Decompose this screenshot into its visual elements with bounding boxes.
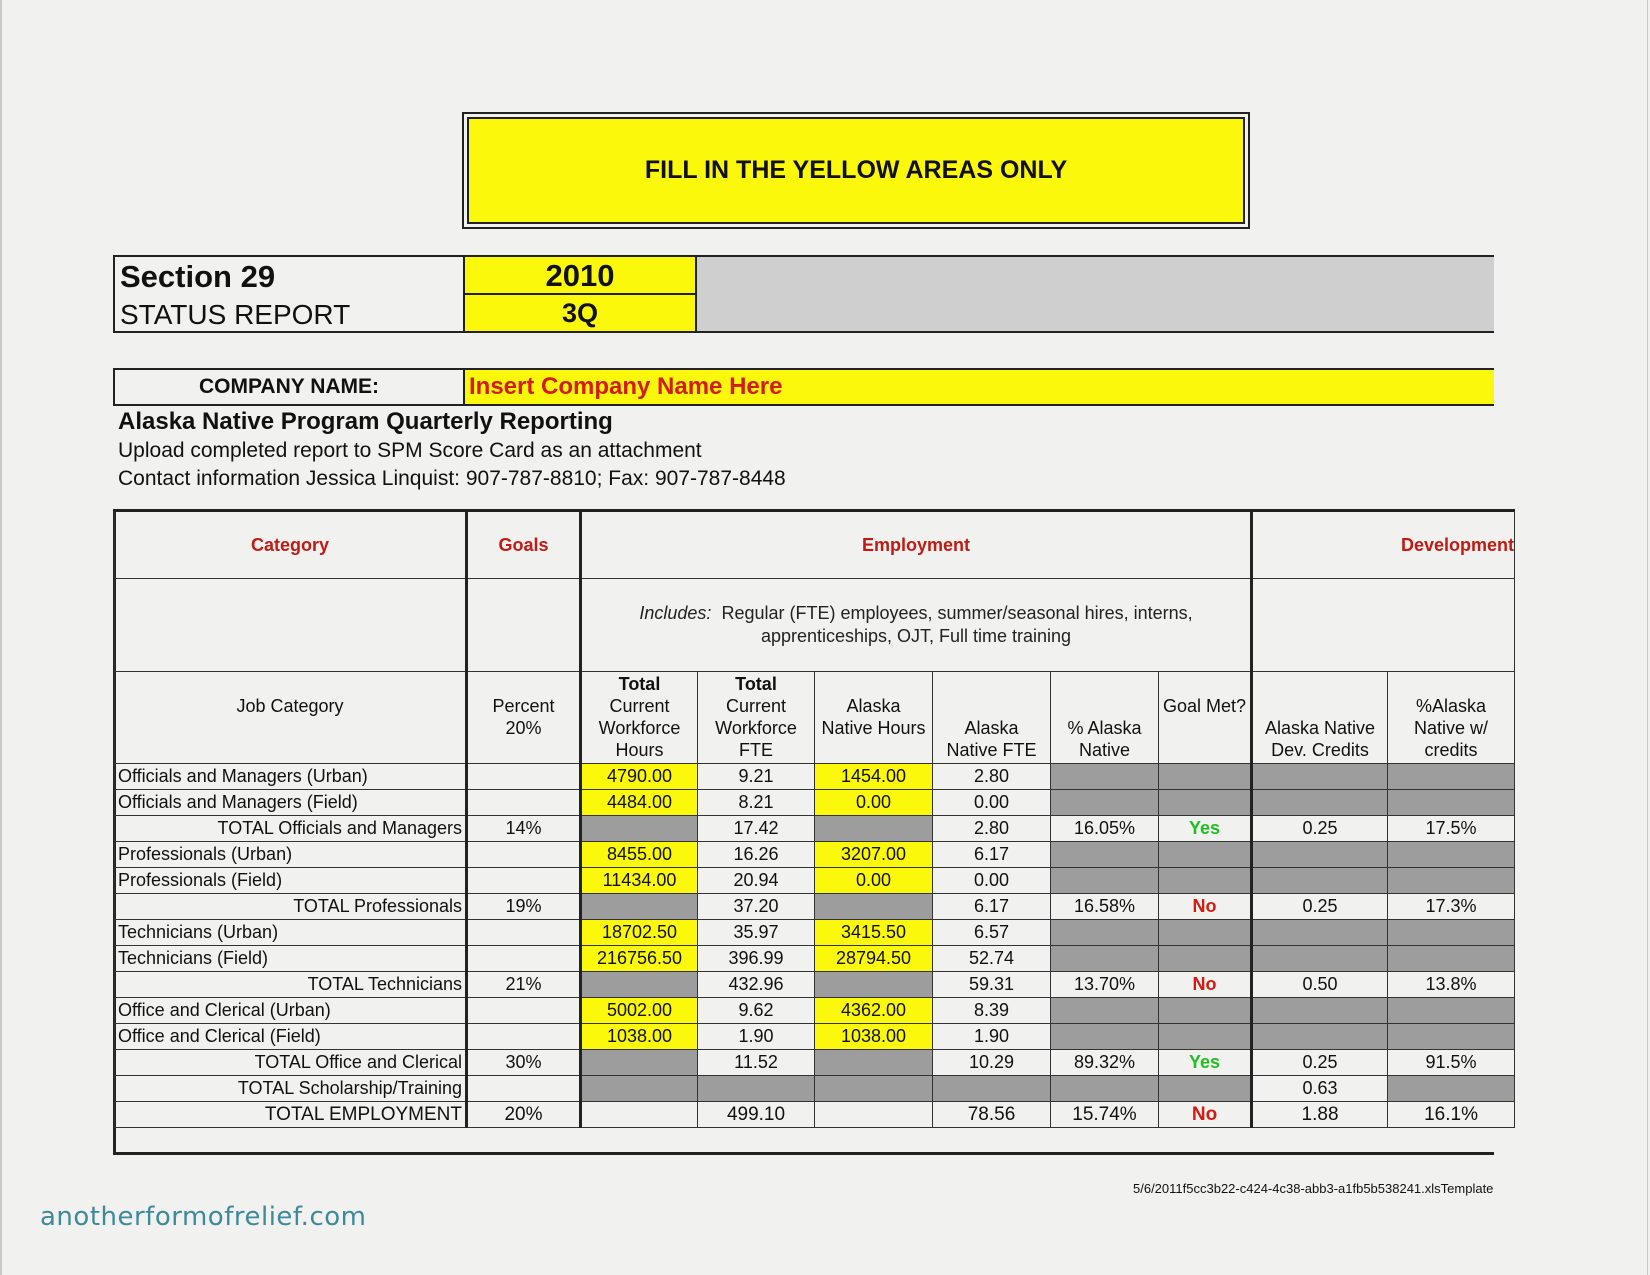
pct-credits-cell bbox=[1388, 946, 1515, 972]
workforce-hours-cell bbox=[581, 1050, 698, 1076]
goal-cell bbox=[467, 1024, 581, 1050]
goal-met-cell: Yes bbox=[1159, 816, 1252, 842]
watermark-text: anotherformofrelief.com bbox=[40, 1202, 367, 1232]
job-category-cell: Office and Clerical (Urban) bbox=[115, 998, 467, 1024]
table-row bbox=[115, 894, 1515, 920]
table-row bbox=[115, 920, 1515, 946]
section-label bbox=[115, 257, 465, 331]
empty-cell bbox=[467, 579, 581, 672]
dev-credits-cell bbox=[1252, 842, 1388, 868]
pct-credits-cell: 91.5% bbox=[1388, 1050, 1515, 1076]
banner-text: FILL IN THE YELLOW AREAS ONLY bbox=[467, 117, 1245, 224]
pct-native-cell bbox=[1051, 1024, 1159, 1050]
job-category-header: Job Category bbox=[115, 672, 467, 764]
goals-header: Goals bbox=[467, 511, 581, 579]
native-fte-cell: 2.80 bbox=[933, 816, 1051, 842]
job-category-cell: TOTAL Office and Clerical bbox=[115, 1050, 467, 1076]
native-fte-cell: 0.00 bbox=[933, 790, 1051, 816]
goal-cell bbox=[467, 764, 581, 790]
workforce-hours-cell[interactable]: 1038.00 bbox=[581, 1024, 698, 1050]
job-category-cell: TOTAL Scholarship/Training bbox=[115, 1076, 467, 1102]
native-hours-cell bbox=[815, 1102, 933, 1128]
goal-cell bbox=[467, 868, 581, 894]
native-hours-cell[interactable]: 0.00 bbox=[815, 790, 933, 816]
workforce-fte-cell: 11.52 bbox=[698, 1050, 815, 1076]
workforce-fte-cell: 499.10 bbox=[698, 1102, 815, 1128]
native-fte-cell: 6.17 bbox=[933, 894, 1051, 920]
pct-credits-cell bbox=[1388, 868, 1515, 894]
goal-met-cell bbox=[1159, 868, 1252, 894]
contact-info: Contact information Jessica Linquist: 907-787-8810; Fax: 907-787-8448 bbox=[118, 467, 786, 490]
native-hours-cell[interactable]: 4362.00 bbox=[815, 998, 933, 1024]
native-fte-cell: 59.31 bbox=[933, 972, 1051, 998]
table-row bbox=[115, 816, 1515, 842]
workforce-hours-cell[interactable]: 11434.00 bbox=[581, 868, 698, 894]
goal-met-cell bbox=[1159, 764, 1252, 790]
dev-credits-cell bbox=[1252, 998, 1388, 1024]
workforce-fte-cell: 9.21 bbox=[698, 764, 815, 790]
table-row bbox=[115, 998, 1515, 1024]
table-row bbox=[115, 1076, 1515, 1102]
section-title: Section 29 bbox=[120, 259, 276, 294]
native-hours-cell bbox=[815, 972, 933, 998]
pct-credits-cell: 16.1% bbox=[1388, 1102, 1515, 1128]
dev-credits-cell bbox=[1252, 946, 1388, 972]
section-header bbox=[113, 255, 1494, 333]
data-rows bbox=[115, 764, 1515, 1128]
job-category-cell: Officials and Managers (Field) bbox=[115, 790, 467, 816]
table-row bbox=[115, 1050, 1515, 1076]
workforce-fte-cell: 20.94 bbox=[698, 868, 815, 894]
goal-cell bbox=[467, 1076, 581, 1102]
native-fte-cell: 10.29 bbox=[933, 1050, 1051, 1076]
pct-native-cell: 16.58% bbox=[1051, 894, 1159, 920]
empty-cell bbox=[115, 579, 467, 672]
native-hours-cell bbox=[815, 1076, 933, 1102]
table-row bbox=[115, 1102, 1515, 1128]
pct-native-cell bbox=[1051, 790, 1159, 816]
workforce-fte-cell: 432.96 bbox=[698, 972, 815, 998]
job-category-cell: Technicians (Field) bbox=[115, 946, 467, 972]
table-row bbox=[115, 868, 1515, 894]
dev-credits-cell: 0.63 bbox=[1252, 1076, 1388, 1102]
workforce-fte-cell: 17.42 bbox=[698, 816, 815, 842]
instruction-banner bbox=[462, 112, 1250, 229]
table-row bbox=[115, 1024, 1515, 1050]
pct-native-cell: 16.05% bbox=[1051, 816, 1159, 842]
native-fte-cell: 2.80 bbox=[933, 764, 1051, 790]
native-hours-cell[interactable]: 3415.50 bbox=[815, 920, 933, 946]
goal-met-cell bbox=[1159, 790, 1252, 816]
table-row bbox=[115, 946, 1515, 972]
page-edge-left bbox=[0, 0, 2, 1275]
workforce-hours-cell bbox=[581, 1076, 698, 1102]
workforce-fte-cell: 37.20 bbox=[698, 894, 815, 920]
native-fte-cell: 78.56 bbox=[933, 1102, 1051, 1128]
workforce-hours-cell[interactable]: 4790.00 bbox=[581, 764, 698, 790]
native-fte-cell: 6.17 bbox=[933, 842, 1051, 868]
job-category-cell: Professionals (Urban) bbox=[115, 842, 467, 868]
pct-credits-cell bbox=[1388, 920, 1515, 946]
goal-cell bbox=[467, 842, 581, 868]
category-header: Category bbox=[115, 511, 467, 579]
workforce-hours-cell[interactable]: 18702.50 bbox=[581, 920, 698, 946]
dev-credits-cell: 0.25 bbox=[1252, 894, 1388, 920]
workforce-hours-cell bbox=[581, 894, 698, 920]
file-footnote: 5/6/2011f5cc3b22-c424-4c38-abb3-a1fb5b538241.xlsTemplate bbox=[1133, 1181, 1494, 1196]
job-category-cell: Office and Clerical (Field) bbox=[115, 1024, 467, 1050]
pct-credits-cell bbox=[1388, 842, 1515, 868]
goal-cell: 30% bbox=[467, 1050, 581, 1076]
quarter-field[interactable]: 3Q bbox=[465, 295, 697, 331]
table-row bbox=[115, 842, 1515, 868]
pct-native-cell bbox=[1051, 764, 1159, 790]
pct-credits-cell bbox=[1388, 1024, 1515, 1050]
report-table bbox=[114, 509, 1515, 1128]
workforce-fte-cell: 35.97 bbox=[698, 920, 815, 946]
workforce-hours-cell[interactable]: 216756.50 bbox=[581, 946, 698, 972]
pct-native-cell bbox=[1051, 1076, 1159, 1102]
job-category-cell: Professionals (Field) bbox=[115, 868, 467, 894]
dev-credits-cell bbox=[1252, 868, 1388, 894]
pct-native-cell bbox=[1051, 868, 1159, 894]
workforce-fte-cell: 396.99 bbox=[698, 946, 815, 972]
native-hours-cell[interactable]: 0.00 bbox=[815, 868, 933, 894]
goal-met-cell bbox=[1159, 1076, 1252, 1102]
section-subtitle: STATUS REPORT bbox=[120, 299, 351, 330]
pct-native-cell bbox=[1051, 842, 1159, 868]
goal-met-header: Goal Met? bbox=[1159, 672, 1252, 764]
workforce-hours-cell[interactable]: 4484.00 bbox=[581, 790, 698, 816]
native-hours-header: Alaska Native Hours bbox=[815, 672, 933, 764]
pct-native-header: % Alaska Native bbox=[1051, 672, 1159, 764]
pct-credits-cell: 13.8% bbox=[1388, 972, 1515, 998]
job-category-cell: TOTAL Professionals bbox=[115, 894, 467, 920]
native-fte-cell: 6.57 bbox=[933, 920, 1051, 946]
goal-cell bbox=[467, 946, 581, 972]
goal-met-cell: Yes bbox=[1159, 1050, 1252, 1076]
workforce-hours-cell bbox=[581, 816, 698, 842]
native-fte-cell: 8.39 bbox=[933, 998, 1051, 1024]
workforce-hours-cell[interactable]: 5002.00 bbox=[581, 998, 698, 1024]
native-hours-cell bbox=[815, 894, 933, 920]
total-fte-header: Total Current Workforce FTE bbox=[698, 672, 815, 764]
goal-met-cell bbox=[1159, 842, 1252, 868]
goal-cell: 21% bbox=[467, 972, 581, 998]
pct-native-cell: 15.74% bbox=[1051, 1102, 1159, 1128]
workforce-hours-cell[interactable]: 8455.00 bbox=[581, 842, 698, 868]
section-gray-fill bbox=[697, 257, 1494, 331]
workforce-fte-cell: 8.21 bbox=[698, 790, 815, 816]
includes-note bbox=[581, 579, 1252, 672]
native-fte-cell bbox=[933, 1076, 1051, 1102]
goal-cell bbox=[467, 790, 581, 816]
native-fte-header: Alaska Native FTE bbox=[933, 672, 1051, 764]
goal-met-cell: No bbox=[1159, 1102, 1252, 1128]
pct-native-cell: 13.70% bbox=[1051, 972, 1159, 998]
company-row bbox=[113, 368, 1494, 406]
dev-credits-cell bbox=[1252, 1024, 1388, 1050]
total-hours-header: Total Current Workforce Hours bbox=[581, 672, 698, 764]
page-edge-right bbox=[1647, 0, 1648, 1275]
goal-met-cell bbox=[1159, 920, 1252, 946]
report-table-container bbox=[113, 509, 1515, 1155]
workforce-hours-cell bbox=[581, 972, 698, 998]
native-fte-cell: 52.74 bbox=[933, 946, 1051, 972]
job-category-cell: Officials and Managers (Urban) bbox=[115, 764, 467, 790]
native-hours-cell[interactable]: 3207.00 bbox=[815, 842, 933, 868]
goal-met-cell: No bbox=[1159, 972, 1252, 998]
table-row bbox=[115, 790, 1515, 816]
dev-credits-cell bbox=[1252, 764, 1388, 790]
workforce-fte-cell: 16.26 bbox=[698, 842, 815, 868]
dev-credits-cell: 0.50 bbox=[1252, 972, 1388, 998]
native-hours-cell bbox=[815, 1050, 933, 1076]
goal-cell: 14% bbox=[467, 816, 581, 842]
goal-cell: 20% bbox=[467, 1102, 581, 1128]
job-category-cell: Technicians (Urban) bbox=[115, 920, 467, 946]
job-category-cell: TOTAL EMPLOYMENT bbox=[115, 1102, 467, 1128]
pct-credits-cell bbox=[1388, 1076, 1515, 1102]
native-hours-cell[interactable]: 28794.50 bbox=[815, 946, 933, 972]
pct-credits-cell bbox=[1388, 764, 1515, 790]
pct-native-cell bbox=[1051, 998, 1159, 1024]
pct-credits-cell bbox=[1388, 790, 1515, 816]
job-category-cell: TOTAL Technicians bbox=[115, 972, 467, 998]
workforce-fte-cell: 1.90 bbox=[698, 1024, 815, 1050]
includes-text: Regular (FTE) employees, summer/seasonal hires, interns, apprenticeships, OJT, Full time training bbox=[721, 603, 1193, 646]
empty-cell bbox=[1252, 579, 1515, 672]
goal-cell bbox=[467, 998, 581, 1024]
dev-credits-header: Alaska Native Dev. Credits bbox=[1252, 672, 1388, 764]
workforce-fte-cell bbox=[698, 1076, 815, 1102]
employment-header: Employment bbox=[581, 511, 1252, 579]
upload-instruction: Upload completed report to SPM Score Card as an attachment bbox=[118, 439, 702, 462]
job-category-cell: TOTAL Officials and Managers bbox=[115, 816, 467, 842]
pct-credits-cell: 17.3% bbox=[1388, 894, 1515, 920]
year-field[interactable]: 2010 bbox=[465, 257, 697, 295]
pct-native-cell bbox=[1051, 920, 1159, 946]
includes-label: Includes: bbox=[639, 603, 712, 623]
workforce-fte-cell: 9.62 bbox=[698, 998, 815, 1024]
company-name-field[interactable]: Insert Company Name Here bbox=[465, 370, 1494, 404]
pct-credits-header: %Alaska Native w/ credits bbox=[1388, 672, 1515, 764]
dev-credits-cell bbox=[1252, 790, 1388, 816]
pct-native-cell: 89.32% bbox=[1051, 1050, 1159, 1076]
dev-credits-cell: 0.25 bbox=[1252, 1050, 1388, 1076]
table-row bbox=[115, 764, 1515, 790]
goal-cell: 19% bbox=[467, 894, 581, 920]
percent-header: Percent 20% bbox=[467, 672, 581, 764]
native-hours-cell[interactable]: 1454.00 bbox=[815, 764, 933, 790]
pct-credits-cell bbox=[1388, 998, 1515, 1024]
development-header: Development bbox=[1252, 511, 1515, 579]
goal-met-cell: No bbox=[1159, 894, 1252, 920]
native-fte-cell: 1.90 bbox=[933, 1024, 1051, 1050]
dev-credits-cell: 1.88 bbox=[1252, 1102, 1388, 1128]
pct-credits-cell: 17.5% bbox=[1388, 816, 1515, 842]
goal-met-cell bbox=[1159, 946, 1252, 972]
dev-credits-cell: 0.25 bbox=[1252, 816, 1388, 842]
pct-native-cell bbox=[1051, 946, 1159, 972]
table-row bbox=[115, 972, 1515, 998]
workforce-hours-cell bbox=[581, 1102, 698, 1128]
native-hours-cell bbox=[815, 816, 933, 842]
company-label: COMPANY NAME: bbox=[115, 370, 465, 404]
native-fte-cell: 0.00 bbox=[933, 868, 1051, 894]
goal-met-cell bbox=[1159, 998, 1252, 1024]
dev-credits-cell bbox=[1252, 920, 1388, 946]
goal-met-cell bbox=[1159, 1024, 1252, 1050]
native-hours-cell[interactable]: 1038.00 bbox=[815, 1024, 933, 1050]
program-title: Alaska Native Program Quarterly Reporting bbox=[118, 408, 613, 435]
goal-cell bbox=[467, 920, 581, 946]
